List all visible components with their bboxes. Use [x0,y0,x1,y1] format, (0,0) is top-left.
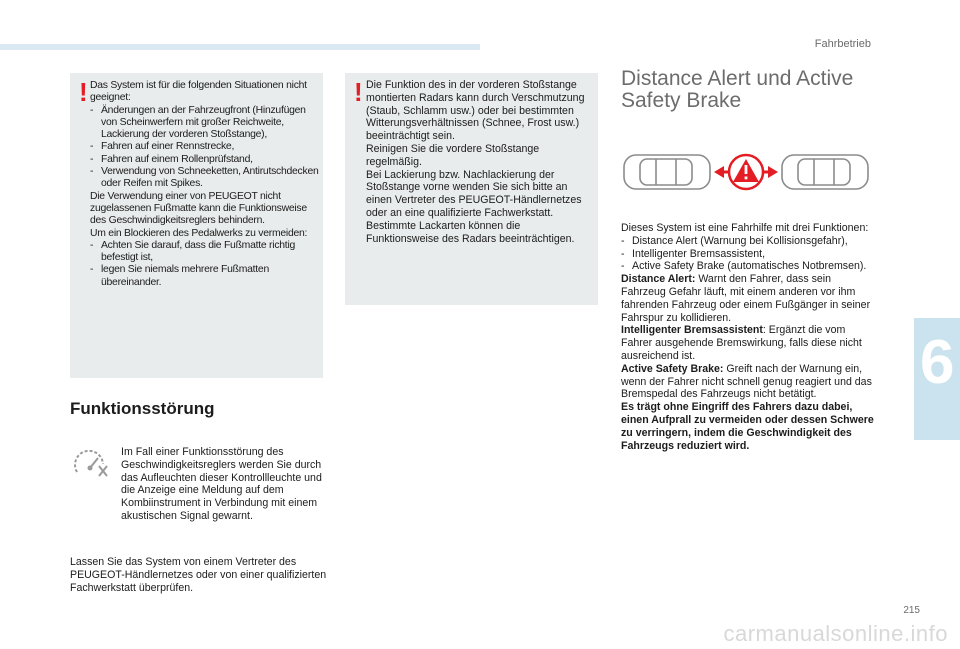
pedal-block-note: Um ein Blockieren des Pedalwerks zu vermeiden: [90,227,308,239]
cleaning-note: Reinigen Sie die vordere Stoßstange regelmäßig. [366,142,540,168]
warning-box-radar [345,73,598,305]
malfunction-text: Im Fall einer Funktionsstörung des Geschwindigkeitsreglers werden Sie durch das Aufleuchten dieser Kontrollleuchte und die Anzeige eine Meldung auf dem Kombiinstrument in Verbindung mit einem akustischen Signal gewarnt. [121,446,322,522]
summary-paragraph: Es trägt ohne Eingriff des Fahrers dazu dabei, einen Aufprall zu vermeiden oder dessen Schwere zu verringern, indem die Geschwindigkeit des Fahrzeugs reduziert wird. [621,401,874,452]
warning-box-text [90,80,320,289]
floor-mat-list [90,240,320,289]
exclamation-icon: ! [354,77,363,107]
exclamation-icon: ! [79,77,88,107]
functions-list [621,235,877,273]
malfunction-footer: Lassen Sie das System von einem Vertreter des PEUGEOT-Händlernetzes oder von einer qualifizierten Fachwerkstatt überprüfen. [70,556,327,594]
list-item: - Fahren auf einer Rennstrecke, [90,141,235,153]
malfunction-heading: Funktionsstörung [70,399,215,418]
header-bar [0,44,480,50]
list-item: - Achten Sie darauf, dass die Fußmatte richtig befestigt ist, [90,239,296,264]
two-cars-warning-icon [620,148,872,196]
distance-alert-heading: Distance Alert und Active Safety Brake [621,67,854,112]
warning-intro: Das System ist für die folgenden Situationen nicht geeignet: [90,80,307,104]
distance-alert-text [621,222,877,452]
active-safety-brake-paragraph: Active Safety Brake: Greift nach der Warnung ein, wenn der Fahrer nicht schnell genug reagiert und das Bremspedal des Fahrzeugs nicht betätigt. [621,362,872,401]
brake-assist-paragraph: Intelligenter Bremsassistent: Ergänzt die vom Fahrer ausgehende Bremswirkung, falls diese nicht ausreichend ist. [621,324,862,362]
paint-note: Bei Lackierung bzw. Nachlackierung der Stoßstange vorne wenden Sie sich bitte an einen Vertreter des PEUGEOT-Händlernetzes oder an eine qualifizierte Fachwerkstatt. Bestimmte Lackarten können die Funktionsweise des Radars beeinträchtigen. [366,168,582,245]
list-item: - legen Sie niemals mehrere Fußmatten übereinander. [90,264,269,288]
unsuitable-situations-list [90,105,320,191]
list-item: - Verwendung von Schneeketten, Antirutschdecken oder Reifen mit Spikes. [90,166,319,190]
chapter-tab [914,318,960,440]
list-item: - Fahren auf einem Rollenprüfstand, [90,153,253,165]
floor-mat-note: Die Verwendung einer von PEUGEOT nicht zugelassenen Fußmatte kann die Funktionsweise des Geschwindigkeitsreglers behindern. [90,190,307,227]
cruise-control-fault-icon [72,450,110,478]
section-label: Fahrbetrieb [814,38,871,50]
list-item: - Änderungen an der Fahrzeugfront (Hinzufügen von Scheinwerfern mit großer Reichweite, Lackierung der vorderen Stoßstange), [90,104,306,141]
distance-alert-intro: Dieses System ist eine Fahrhilfe mit drei Funktionen: [621,222,869,234]
warning-box-floor-mat [70,73,323,378]
list-item: - Intelligenter Bremsassistent, [621,247,766,260]
distance-alert-paragraph: Distance Alert: Warnt den Fahrer, dass sein Fahrzeug Gefahr läuft, mit einem anderen vor ihm fahrenden Fahrzeug oder einem Fußgänger in seiner Fahrspur zu kollidieren. [621,273,871,324]
list-item: - Active Safety Brake (automatisches Notbremsen). [621,260,867,273]
chapter-number: 6 [920,328,955,397]
radar-note: Die Funktion des in der vorderen Stoßstange montierten Radars kann durch Verschmutzung (Staub, Schlamm usw.) oder bei bestimmten Witterungsverhältnissen (Schnee, Frost usw.) beeinträchtigt sein. [366,79,585,143]
warning-box-text [366,79,596,245]
watermark: carmanualsonline.info [723,621,948,646]
page-number: 215 [903,605,920,616]
list-item: - Distance Alert (Warnung bei Kollisionsgefahr), [621,234,848,247]
